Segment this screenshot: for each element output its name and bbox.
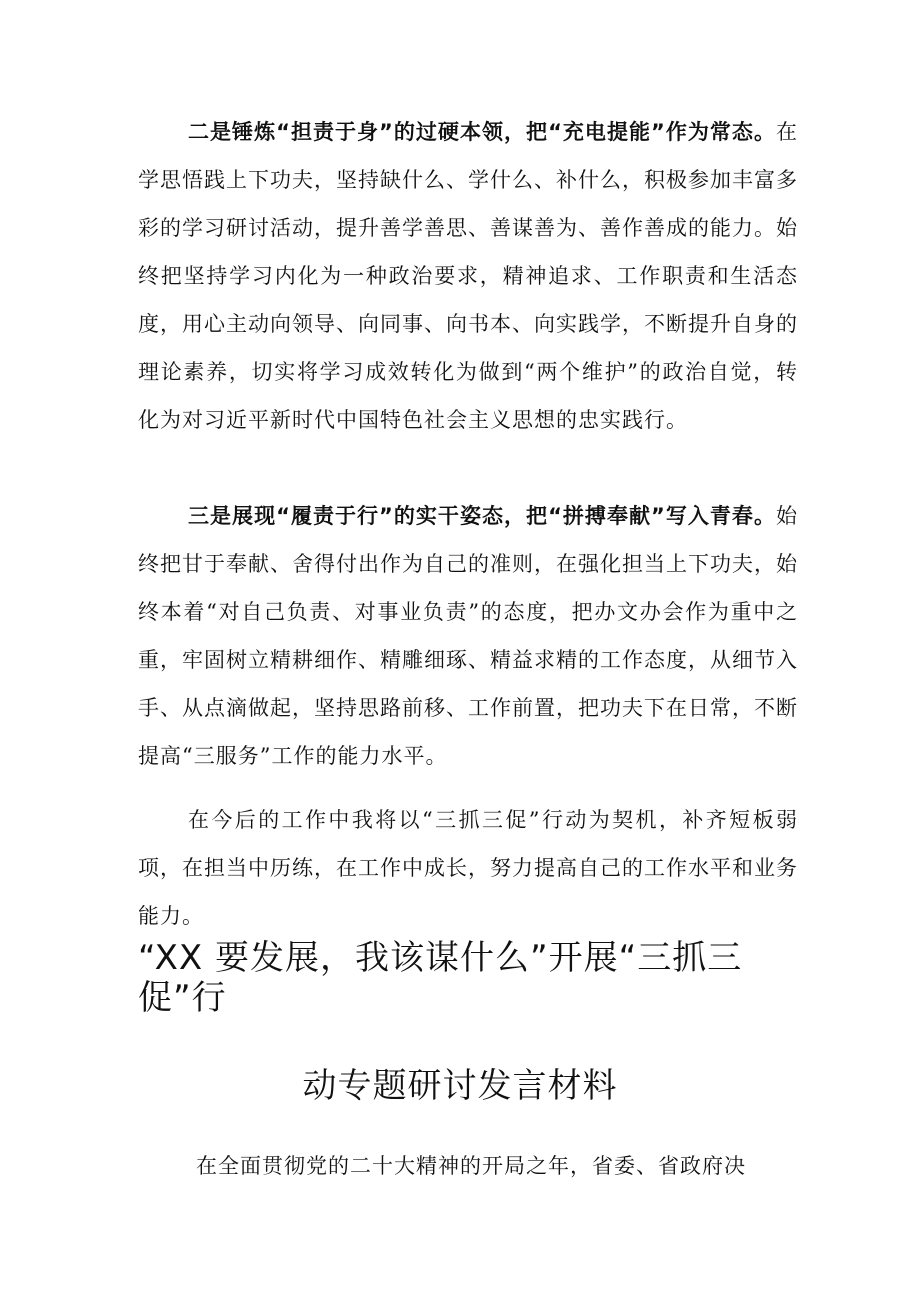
paragraph-body-text: 始终把甘于奉献、舍得付出作为自己的准则，在强化担当上下功夫，始终本着“对自己负责、对事业负责”的态度，把办文办会作为重中之重，牢固树立精耕细作、精雕细琢、精益求精的工作态度，从细节入手、从点滴做起，坚持思路前移、工作前置，把功夫下在日常，不断提高“三服务”工作的能力水平。 — [138, 504, 798, 768]
paragraph-opening: 在全面贯彻党的二十大精神的开局之年，省委、省政府决 — [196, 1154, 746, 1178]
paragraph-second-point — [138, 108, 798, 444]
paragraph-conclusion — [138, 796, 798, 940]
paragraph-body-text: 在学思悟践上下功夫，坚持缺什么、学什么、补什么，积极参加丰富多彩的学习研讨活动，提升善学善思、善谋善为、善作善成的能力。始终把坚持学习内化为一种政治要求，精神追求、工作职责和生活态度，用心主动向领导、向同事、向书本、向实践学，不断提升自身的理论素养，切实将学习成效转化为做到“两个维护”的政治自觉，转化为对习近平新时代中国特色社会主义思想的忠实践行。 — [138, 120, 798, 432]
paragraph-body-text: 在今后的工作中我将以“三抓三促”行动为契机，补齐短板弱项，在担当中历练，在工作中成长，努力提高自己的工作水平和业务能力。 — [138, 808, 798, 928]
document-title-line-2: 动专题研讨发言材料 — [302, 1066, 618, 1106]
paragraph-lead-heading: 二是锤炼“担责于身”的过硬本领，把“充电提能”作为常态。 — [188, 120, 776, 144]
paragraph-lead-heading: 三是展现“履责于行”的实干姿态，把“拼搏奉献”写入青春。 — [188, 504, 776, 528]
paragraph-third-point — [138, 492, 798, 780]
document-title-line-1: “XX 要发展，我该谋什么”开展“三抓三促”行 — [138, 938, 743, 1018]
